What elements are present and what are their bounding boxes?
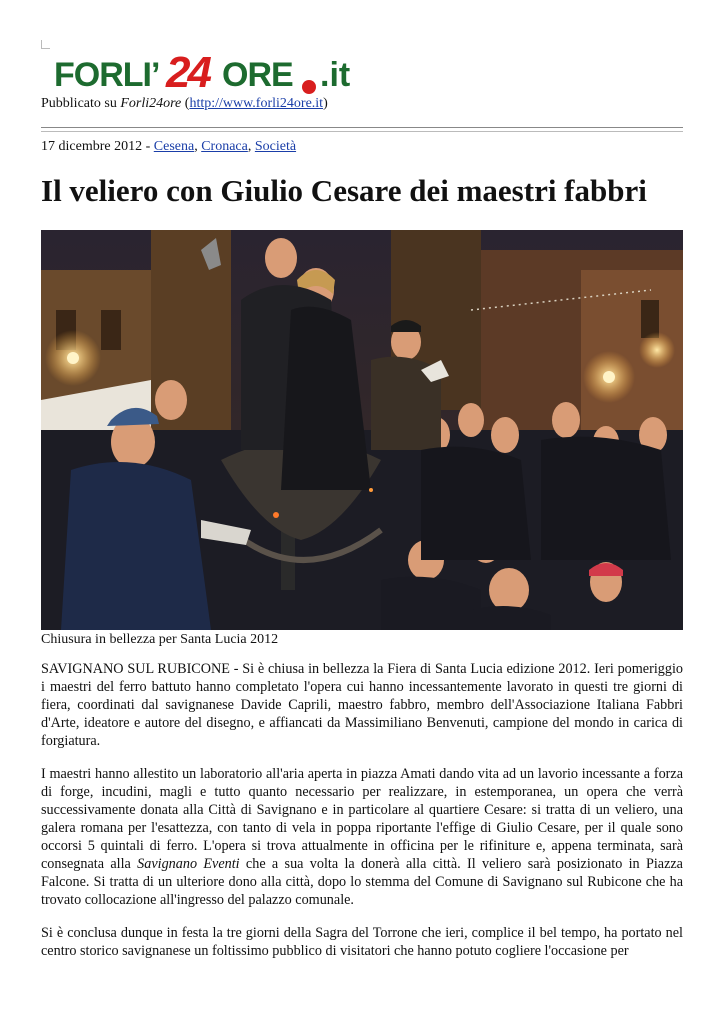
published-url-link[interactable]: http://www.forli24ore.it <box>189 96 324 111</box>
paragraph-2-emphasis: Savignano Eventi <box>137 856 240 872</box>
published-prefix: Pubblicato su <box>41 96 121 111</box>
logo-text-ore: ORE <box>222 56 293 94</box>
category-link-cronaca[interactable]: Cronaca <box>201 139 248 154</box>
site-logo[interactable] <box>54 48 354 98</box>
article-title: Il veliero con Giulio Cesare dei maestri fabbri <box>41 173 647 208</box>
logo-red-dot <box>302 80 316 94</box>
article-paragraph-2 <box>41 765 683 909</box>
article-body <box>41 660 683 975</box>
image-caption: Chiusura in bellezza per Santa Lucia 2012 <box>41 632 279 647</box>
category-link-societa[interactable]: Società <box>254 139 297 154</box>
published-open-paren: ( <box>181 96 190 111</box>
logo-text-forli: FORLI’ <box>54 56 160 94</box>
article-meta: 17 dicembre 2012 - Cesena, Cronaca, Società <box>41 139 297 154</box>
published-close-paren: ) <box>323 96 328 111</box>
logo-text-tld: .it <box>320 56 351 94</box>
category-link-cesena[interactable]: Cesena <box>153 139 195 154</box>
logo-text-24: 24 <box>166 48 209 97</box>
article-paragraph-3: Si è conclusa dunque in festa la tre giorni della Sagra del Torrone che ieri, complice il bel tempo, ha portato nel centro storico savignanese un foltissimo pubblico di visitatori che hanno potuto cogliere l'occasione per <box>41 925 683 959</box>
header-divider <box>41 127 683 132</box>
article-photo <box>41 230 683 630</box>
article-date: 17 dicembre 2012 <box>41 139 143 154</box>
paragraph-2-text-a: I maestri hanno allestito un laboratorio all'aria aperta in piazza Amati dando vita ad un lavorio incessante a forza di forge, incudini, magli e tutto quanto necessario per realizzare, in estemporanea, un opera che verrà successivamente donata alla Città di Savignano e in particolare al quartiere Cesare: si tratta di un veliero, una galera romana per l'esattezza, con tanto di vela in poppa riportante l'effige di Giulio Cesare, per il quale sono occorsi 5 quintali di ferro. L'opera si trova attualmente in officina per le rifiniture e, appena terminata, sarà consegnata alla <box>41 766 683 872</box>
article-paragraph-1: SAVIGNANO SUL RUBICONE - Si è chiusa in bellezza la Fiera di Santa Lucia edizione 2012. Ieri pomeriggio i maestri del ferro battuto hanno completato l'opera cui hanno incessantemente lavorato in questi tre giorni di fiera, coordinati dal savignanese Davide Caprili, maestro fabbro, membro dell'Associazione Italiana Fabbri d'Arte, ideatore e autore del disegno, e affiancati da Massimiliano Benvenuti, campione del mondo in carica di forgiatura. <box>41 661 683 749</box>
published-site-name: Forli24ore <box>120 96 182 111</box>
corner-mark <box>41 40 50 49</box>
paragraph-2-text-b: che a sua volta la donerà alla città. Il veliero sarà posizionato in Piazza Falcone. Si tratta di un ulteriore dono alla città, dopo lo stemma del Comune di Savignano sul Rubicone che ha trovato collocazione all'ingresso del palazzo comunale. <box>41 856 683 908</box>
meta-separator: - <box>142 139 154 154</box>
published-line <box>41 96 328 112</box>
